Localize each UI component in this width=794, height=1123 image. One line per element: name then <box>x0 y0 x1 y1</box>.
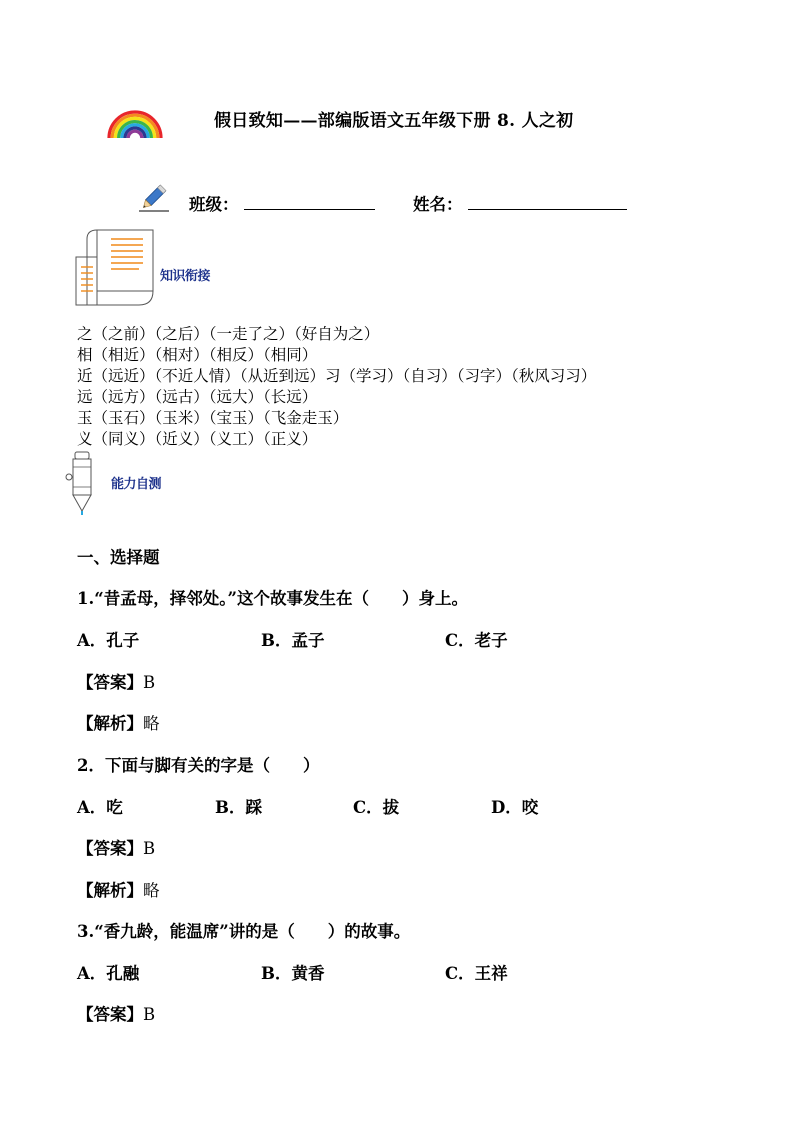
name-field[interactable] <box>468 209 627 210</box>
scroll-icon <box>73 227 159 309</box>
vocab-line: 相（相近）（相对）（相反）（相同） <box>77 346 318 364</box>
rainbow-icon <box>106 108 164 140</box>
page-title: 假日致知——部编版语文五年级下册 8. 人之初 <box>214 111 574 131</box>
vocab-line: 之（之前）（之后）（一走了之）（好自为之） <box>77 325 380 343</box>
option-b: B．孟子 <box>261 631 325 650</box>
pen-icon <box>64 451 100 517</box>
vocab-line: 远（远方）（远古）（远大）（长远） <box>77 388 318 406</box>
answer-label: 【答案】 <box>77 1005 143 1024</box>
option-a: A．孔融 <box>77 964 140 983</box>
question-stem: 3.“香九龄，能温席”讲的是（ ）的故事。 <box>77 922 411 941</box>
option-c: C．老子 <box>445 631 508 650</box>
option-a: A．吃 <box>77 798 123 817</box>
answer-line <box>77 1001 155 1025</box>
answer-value: B <box>143 673 156 692</box>
answer-label: 【答案】 <box>77 673 143 692</box>
option-c: C．拔 <box>353 798 400 817</box>
option-a: A．孔子 <box>77 631 140 650</box>
answer-value: B <box>143 1005 156 1024</box>
vocab-list <box>77 324 596 450</box>
section-label-ability: 能力自测 <box>111 477 162 492</box>
question-stem: 1.“昔孟母，择邻处。”这个故事发生在（ ）身上。 <box>77 589 468 608</box>
class-label: 班级： <box>189 195 239 214</box>
option-c: C．王祥 <box>445 964 508 983</box>
option-b: B．踩 <box>215 798 262 817</box>
vocab-line: 玉（玉石）（玉米）（宝玉）（飞金走玉） <box>77 409 349 427</box>
answer-line <box>77 669 155 693</box>
answer-line <box>77 835 155 859</box>
analysis-label: 【解析】 <box>77 881 143 900</box>
option-b: B．黄香 <box>261 964 325 983</box>
analysis-line <box>77 877 160 901</box>
name-label: 姓名： <box>413 195 463 214</box>
analysis-line <box>77 710 160 734</box>
analysis-value: 略 <box>143 881 160 900</box>
option-d: D．咬 <box>491 798 539 817</box>
section-label-knowledge: 知识衔接 <box>160 269 211 284</box>
class-field[interactable] <box>244 209 375 210</box>
vocab-line: 义（同义）（近义）（义工）（正义） <box>77 430 318 448</box>
question-stem: 2．下面与脚有关的字是（ ） <box>77 756 320 775</box>
quiz-heading: 一、选择题 <box>77 548 160 567</box>
answer-value: B <box>143 839 156 858</box>
answer-label: 【答案】 <box>77 839 143 858</box>
analysis-label: 【解析】 <box>77 714 143 733</box>
pencil-icon <box>137 180 171 214</box>
vocab-line: 近（远近）（不近人情）（从近到远）习（学习）（自习）（习字）（秋风习习） <box>77 367 597 385</box>
analysis-value: 略 <box>143 714 160 733</box>
